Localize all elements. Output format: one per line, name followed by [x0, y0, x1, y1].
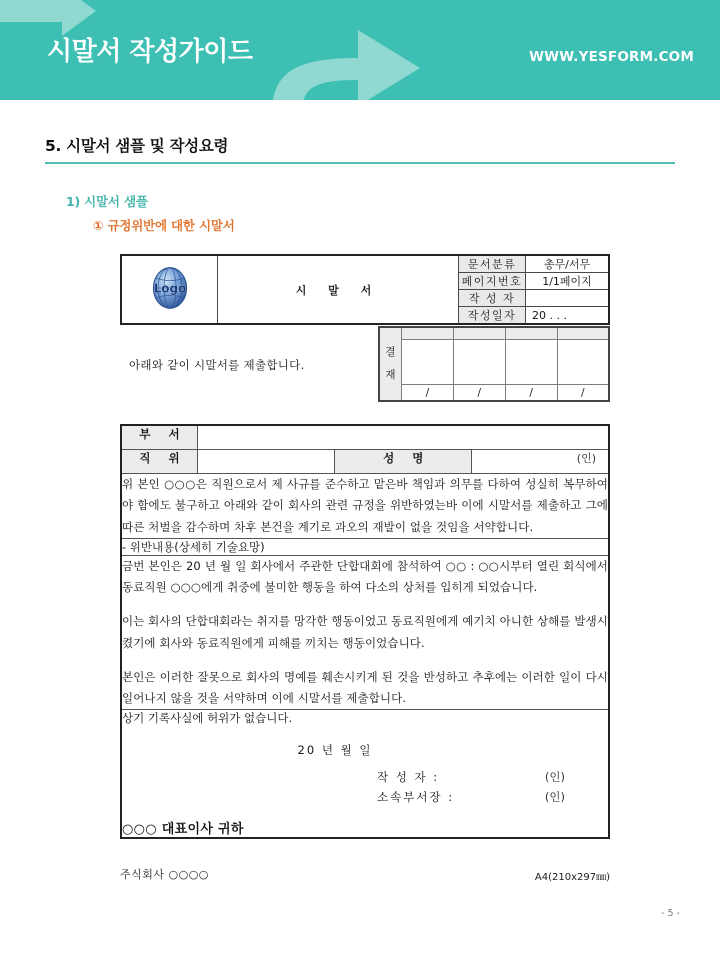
approval-header-cell[interactable]: [453, 327, 505, 340]
info-value-page-number[interactable]: 1/1페이지: [526, 273, 610, 290]
info-value-author[interactable]: [526, 290, 610, 307]
info-value-doc-class[interactable]: 총무/서무: [526, 255, 610, 273]
declaration-paragraph: [121, 474, 609, 539]
approval-header-cell[interactable]: [505, 327, 557, 340]
value-position[interactable]: [198, 450, 335, 474]
approval-sign-cell[interactable]: [402, 340, 454, 385]
submit-statement: 아래와 같이 시말서를 제출합니다.: [129, 358, 305, 372]
signer-row: [377, 789, 565, 805]
approval-side-label-char2: 재: [385, 368, 396, 381]
info-label-author: 작 성 자: [459, 290, 526, 307]
form-body-table: [120, 424, 610, 839]
label-position: 직 위: [121, 450, 198, 474]
violation-heading: - 위반내용(상세히 기술요망): [121, 538, 609, 555]
info-label-doc-class: 문서분류: [459, 255, 526, 273]
violation-paragraph-3: 본인은 이러한 잘못으로 회사의 명예를 훼손시키게 된 것을 반성하고 추후에는 이러한 일이 다시 일어나지 않을 것을 서약하며 이에 시말서를 제출합니다.: [122, 669, 608, 706]
approval-date-cell[interactable]: /: [505, 385, 557, 402]
footer-company: 주식회사 ○○○○: [120, 868, 209, 881]
signer-list: [122, 769, 608, 805]
approval-header-cell[interactable]: [402, 327, 454, 340]
form-header-table: [120, 254, 610, 325]
violation-paragraph-2: 이는 회사의 단합대회라는 취지를 망각한 행동이었고 동료직원에게 예기치 아니한 상해를 발생시켰기에 회사와 동료직원에게 피해를 끼치는 행동이었습니다.: [122, 614, 608, 650]
approval-sign-cell[interactable]: [557, 340, 609, 385]
info-label-date: 작성일자: [459, 307, 526, 325]
approval-date-cell[interactable]: /: [402, 385, 454, 402]
truth-statement: 상기 기록사실에 허위가 없습니다.: [122, 711, 293, 726]
violation-body: [121, 555, 609, 710]
footer-paper-size: A4(210x297㎜): [534, 872, 610, 883]
section-heading: 5. 시말서 샘플 및 작성요령: [45, 137, 229, 155]
subsection-heading-sample: 1) 시말서 샘플: [66, 194, 148, 209]
approval-date-cell[interactable]: /: [557, 385, 609, 402]
info-value-date[interactable]: 20 . . .: [526, 307, 610, 325]
banner-url: WWW.YESFORM.COM: [529, 49, 694, 65]
signer-seal-manager[interactable]: (인): [544, 790, 565, 805]
approval-side-label: [379, 327, 402, 401]
subsection-heading-violation: ① 규정위반에 대한 시말서: [93, 218, 235, 233]
value-name[interactable]: (인): [472, 450, 609, 474]
approval-side-label-char1: 결: [385, 346, 396, 359]
approval-header-cell[interactable]: [557, 327, 609, 340]
ceo-addressee: ○○○ 대표이사 귀하: [122, 822, 244, 838]
approval-sign-cell[interactable]: [453, 340, 505, 385]
signer-seal-author[interactable]: (인): [544, 770, 565, 785]
declaration-text: 위 본인 ○○○은 직원으로서 제 사규를 준수하고 맡은바 책임과 의무를 다하여 성실히 복무하여야 함에도 불구하고 아래와 같이 회사의 관련 규정을 위반하였는바 이에 시말서를 제출하고 그에 따른 처벌을 감수하며 차후 본건을 계기로 과오의 재발이 없을 것임을 서약합니다.: [122, 477, 608, 534]
signer-role-manager: 소속부서장 :: [377, 790, 455, 805]
signature-date[interactable]: 20 년 월 일: [297, 743, 373, 758]
signer-row: [377, 769, 565, 785]
info-label-page-number: 페이지번호: [459, 273, 526, 290]
value-department[interactable]: [198, 425, 610, 450]
approval-date-cell[interactable]: /: [453, 385, 505, 402]
document-title-cell: 시 말 서: [218, 255, 459, 324]
globe-logo-icon: [147, 265, 193, 311]
page-number: - 5 -: [661, 908, 680, 919]
banner-title: 시말서 작성가이드: [47, 37, 253, 67]
label-name: 성 명: [335, 450, 472, 474]
violation-paragraph-1: 금번 본인은 20 년 월 일 회사에서 주관한 단합대회에 참석하여 ○○ : ○○시부터 열린 회식에서 동료직원 ○○○에게 취중에 불미한 행동을 하여 다소의 상처를 입히게 되었습니다.: [122, 558, 608, 595]
signature-section: [121, 710, 609, 839]
signer-role-author: 작 성 자 :: [377, 770, 440, 785]
label-department: 부 서: [121, 425, 198, 450]
logo-text: Logo: [153, 281, 186, 296]
company-logo-cell: [121, 255, 218, 324]
approval-table: [378, 326, 610, 402]
approval-sign-cell[interactable]: [505, 340, 557, 385]
